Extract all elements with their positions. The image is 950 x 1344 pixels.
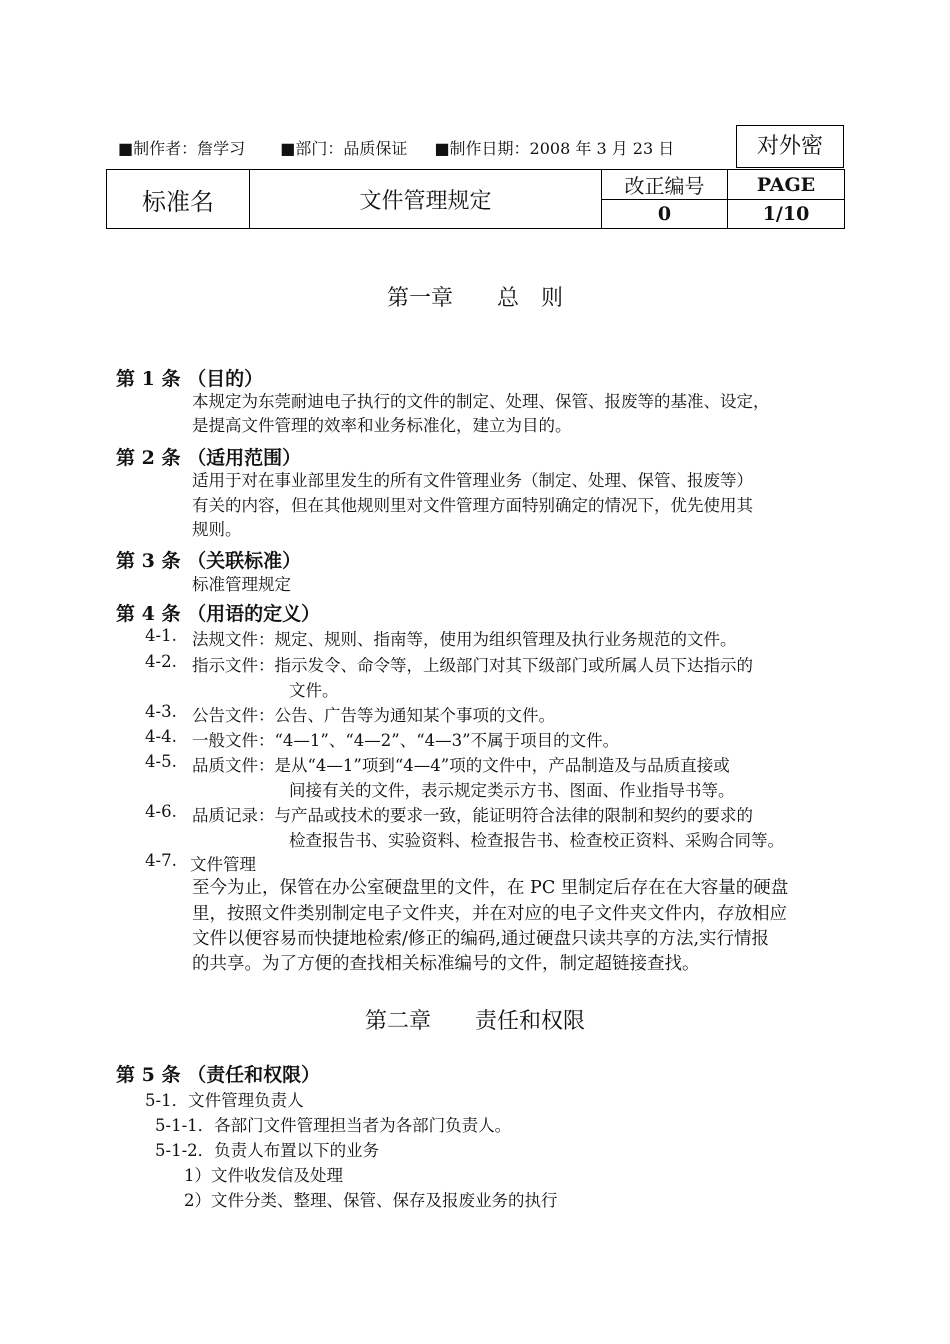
article-5-heading: 第 5 条 （责任和权限） bbox=[116, 1064, 321, 1086]
article-3-line-1: 标准管理规定 bbox=[192, 575, 291, 594]
duty-item-2: 2）文件分类、整理、保管、保存及报废业务的执行 bbox=[184, 1191, 558, 1210]
term-4-3-text: 公告文件：公告、广告等为通知某个事项的文件。 bbox=[192, 706, 555, 725]
term-4-2-text: 指示文件：指示发令、命令等，上级部门对其下级部门或所属人员下达指示的 bbox=[192, 656, 753, 675]
term-4-7-line-1: 至今为止，保管在办公室硬盘里的文件，在 PC 里制定后存在在大容量的硬盘 bbox=[192, 878, 789, 898]
term-4-4-text: 一般文件：“4—1”、“4—2”、“4—3”不属于项目的文件。 bbox=[192, 731, 620, 750]
article-1-heading: 第 1 条 （目的） bbox=[116, 368, 264, 390]
term-4-3-number: 4-3. bbox=[145, 702, 177, 721]
article-2-line-1: 适用于对在事业部里发生的所有文件管理业务（制定、处理、保管、报废等） bbox=[192, 471, 753, 490]
date-field: ■制作日期：2008 年 3 月 23 日 bbox=[434, 139, 675, 158]
section-5-1-1: 5-1-1．各部门文件管理担当者为各部门负责人。 bbox=[155, 1116, 512, 1135]
term-4-6-text: 品质记录：与产品或技术的要求一致，能证明符合法律的限制和契约的要求的 bbox=[192, 806, 753, 825]
article-4-heading: 第 4 条 （用语的定义） bbox=[116, 603, 321, 625]
term-4-5-text-cont: 间接有关的文件，表示规定类示方书、图面、作业指导书等。 bbox=[289, 781, 735, 800]
page-label: PAGE bbox=[728, 170, 845, 200]
article-2-line-3: 规则。 bbox=[192, 520, 242, 539]
term-4-2-text-cont: 文件。 bbox=[289, 681, 339, 700]
header-table bbox=[106, 169, 845, 229]
page-value: 1/10 bbox=[728, 200, 845, 229]
document-meta bbox=[118, 136, 674, 159]
author-field: ■制作者：詹学习 bbox=[118, 139, 246, 158]
term-4-7-line-3: 文件以便容易而快捷地检索/修正的编码,通过硬盘只读共享的方法,实行情报 bbox=[192, 929, 770, 949]
term-4-7-line-2: 里，按照文件类别制定电子文件夹，并在对应的电子文件夹文件内，存放相应 bbox=[192, 904, 787, 924]
article-3-heading: 第 3 条 （关联标准） bbox=[116, 550, 302, 572]
article-2-line-2: 有关的内容，但在其他规则里对文件管理方面特别确定的情况下，优先使用其 bbox=[192, 496, 753, 515]
confidential-box: 对外密 bbox=[736, 125, 844, 168]
duty-item-1: 1）文件收发信及处理 bbox=[184, 1166, 343, 1185]
term-4-5-number: 4-5. bbox=[145, 752, 177, 771]
term-4-4-number: 4-4. bbox=[145, 727, 177, 746]
revision-value: 0 bbox=[602, 200, 728, 229]
department-field: ■部门：品质保证 bbox=[280, 139, 408, 158]
article-1-line-1: 本规定为东莞耐迪电子执行的文件的制定、处理、保管、报废等的基准、设定， bbox=[192, 392, 770, 411]
chapter-2-title: 第二章 责任和权限 bbox=[364, 1009, 585, 1034]
revision-label: 改正编号 bbox=[602, 170, 728, 200]
article-2-heading: 第 2 条 （适用范围） bbox=[116, 447, 302, 469]
term-4-7-line-4: 的共享。为了方便的查找相关标准编号的文件，制定超链接查找。 bbox=[192, 954, 700, 974]
term-4-2-number: 4-2. bbox=[145, 652, 177, 671]
term-4-1-text: 法规文件：规定、规则、指南等，使用为组织管理及执行业务规范的文件。 bbox=[192, 630, 737, 649]
chapter-1-title: 第一章 总 则 bbox=[386, 286, 563, 311]
section-5-1-2: 5-1-2．负责人布置以下的业务 bbox=[155, 1141, 380, 1160]
article-1-line-2: 是提高文件管理的效率和业务标准化，建立为目的。 bbox=[192, 416, 572, 435]
standard-name-label: 标准名 bbox=[107, 170, 250, 229]
section-5-1: 5-1．文件管理负责人 bbox=[145, 1091, 304, 1110]
term-4-5-text: 品质文件：是从“4—1”项到“4—4”项的文件中，产品制造及与品质直接或 bbox=[192, 756, 730, 775]
standard-name-value: 文件管理规定 bbox=[250, 170, 602, 229]
term-4-6-text-cont: 检查报告书、实验资料、检查报告书、检查校正资料、采购合同等。 bbox=[289, 831, 784, 850]
term-4-6-number: 4-6. bbox=[145, 802, 177, 821]
term-4-7-title: 文件管理 bbox=[190, 855, 256, 874]
term-4-7-number: 4-7. bbox=[145, 851, 177, 870]
term-4-1-number: 4-1. bbox=[145, 626, 177, 645]
